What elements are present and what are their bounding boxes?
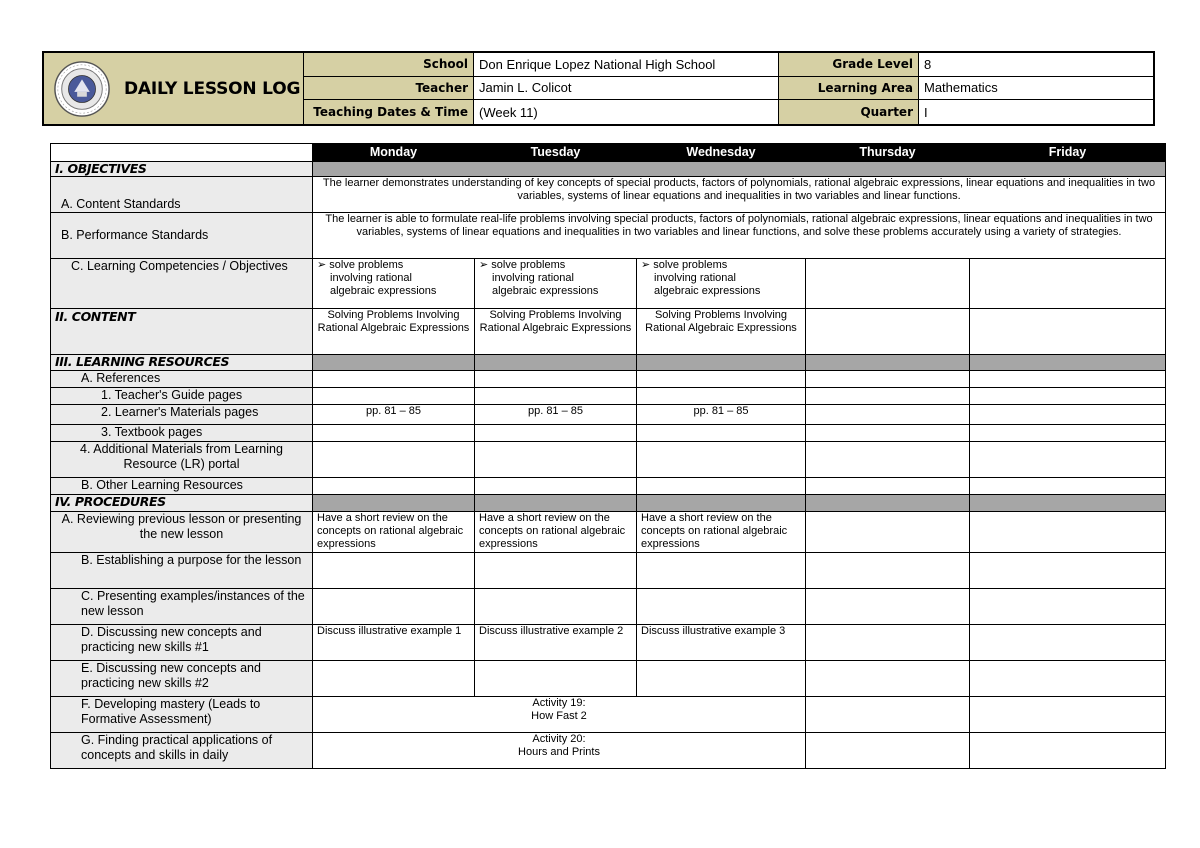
table-row-competencies xyxy=(51,259,1166,309)
empty-cell xyxy=(313,553,475,589)
competency-line: ➢ solve problems xyxy=(317,259,470,272)
lm-pages-monday: pp. 81 – 85 xyxy=(313,405,475,425)
empty-cell xyxy=(970,405,1166,425)
empty-cell xyxy=(313,442,475,478)
empty-cell xyxy=(475,388,637,405)
school-label: School xyxy=(304,53,474,77)
content-thursday xyxy=(806,309,970,355)
procedure-g-label: G. Finding practical applications of concepts and skills in daily xyxy=(51,733,313,769)
quarter-label: Quarter xyxy=(779,100,919,124)
section-title-procedures: IV. PROCEDURES xyxy=(51,495,313,512)
teaching-dates-label: Teaching Dates & Time xyxy=(304,100,474,124)
empty-cell xyxy=(475,371,637,388)
learning-area-value: Mathematics xyxy=(919,77,1153,101)
teaching-dates-value: (Week 11) xyxy=(474,100,779,124)
section-shade xyxy=(313,162,1166,177)
procedure-a-monday: Have a short review on the concepts on rational algebraic expressions xyxy=(313,512,475,553)
table-row-procedure-b xyxy=(51,553,1166,589)
lesson-log-header xyxy=(42,51,1155,126)
table-row-references xyxy=(51,371,1166,388)
empty-cell xyxy=(970,512,1166,553)
empty-cell xyxy=(970,442,1166,478)
deped-seal-icon xyxy=(53,60,111,118)
procedure-c-label: C. Presenting examples/instances of the new lesson xyxy=(51,589,313,625)
empty-cell xyxy=(970,697,1166,733)
empty-cell xyxy=(313,371,475,388)
competency-line: involving rational xyxy=(654,272,736,284)
empty-cell xyxy=(806,553,970,589)
empty-cell xyxy=(806,512,970,553)
header-title-area xyxy=(44,53,304,124)
section-shade xyxy=(970,495,1166,512)
table-row-learners-materials xyxy=(51,405,1166,425)
empty-cell xyxy=(313,478,475,495)
performance-standards-label: B. Performance Standards xyxy=(51,213,313,259)
grade-level-label: Grade Level xyxy=(779,53,919,77)
school-value: Don Enrique Lopez National High School xyxy=(474,53,779,77)
empty-cell xyxy=(806,589,970,625)
section-shade xyxy=(637,495,806,512)
empty-cell xyxy=(806,625,970,661)
empty-cell xyxy=(313,661,475,697)
empty-cell xyxy=(806,697,970,733)
section-shade xyxy=(475,355,637,371)
textbook-label: 3. Textbook pages xyxy=(51,425,313,442)
procedure-d-monday: Discuss illustrative example 1 xyxy=(313,625,475,661)
table-row-teachers-guide xyxy=(51,388,1166,405)
learners-materials-label: 2. Learner's Materials pages xyxy=(51,405,313,425)
empty-cell xyxy=(970,661,1166,697)
table-row-performance-standards xyxy=(51,213,1166,259)
competency-line: ➢ solve problems xyxy=(641,259,801,272)
empty-cell xyxy=(313,388,475,405)
section-shade xyxy=(313,495,475,512)
competency-monday xyxy=(313,259,475,309)
empty-cell xyxy=(637,442,806,478)
section-row-resources xyxy=(51,355,1166,371)
empty-cell xyxy=(970,553,1166,589)
competencies-label: C. Learning Competencies / Objectives xyxy=(51,259,313,309)
empty-cell xyxy=(637,371,806,388)
empty-cell xyxy=(475,425,637,442)
section-title-objectives: I. OBJECTIVES xyxy=(51,162,313,177)
competency-line: involving rational xyxy=(492,272,574,284)
teacher-value: Jamin L. Colicot xyxy=(474,77,779,101)
procedure-d-label: D. Discussing new concepts and practicing new skills #1 xyxy=(51,625,313,661)
empty-cell xyxy=(806,405,970,425)
empty-cell xyxy=(806,661,970,697)
empty-cell xyxy=(806,425,970,442)
table-row-procedure-g xyxy=(51,733,1166,769)
day-monday: Monday xyxy=(313,144,475,162)
day-friday: Friday xyxy=(970,144,1166,162)
other-resources-label: B. Other Learning Resources xyxy=(51,478,313,495)
table-row-procedure-e xyxy=(51,661,1166,697)
empty-cell xyxy=(806,371,970,388)
header-corner-cell xyxy=(51,144,313,162)
competency-line: algebraic expressions xyxy=(492,285,599,297)
section-title-content: II. CONTENT xyxy=(51,309,313,355)
empty-cell xyxy=(475,478,637,495)
teacher-label: Teacher xyxy=(304,77,474,101)
table-row-procedure-f xyxy=(51,697,1166,733)
content-standards-label: A. Content Standards xyxy=(51,177,313,213)
performance-standards-text: The learner is able to formulate real-life problems involving special products, factors of polynomials, rational algebraic expressions, linear equations and inequalities in two variables, systems of linear equations and inequalities in two variables and linear functions, and solve these problems accurately using a variety of strategies. xyxy=(313,213,1166,259)
references-label: A. References xyxy=(51,371,313,388)
content-tuesday: Solving Problems Involving Rational Algebraic Expressions xyxy=(475,309,637,355)
table-row-textbook xyxy=(51,425,1166,442)
lm-pages-wednesday: pp. 81 – 85 xyxy=(637,405,806,425)
additional-materials-label: 4. Additional Materials from Learning Resource (LR) portal xyxy=(51,442,313,478)
table-row-other-resources xyxy=(51,478,1166,495)
competency-line: algebraic expressions xyxy=(654,285,761,297)
competency-friday xyxy=(970,259,1166,309)
competency-line: involving rational xyxy=(330,272,412,284)
empty-cell xyxy=(637,661,806,697)
empty-cell xyxy=(637,478,806,495)
procedure-f-label: F. Developing mastery (Leads to Formative Assessment) xyxy=(51,697,313,733)
section-row-procedures xyxy=(51,495,1166,512)
empty-cell xyxy=(970,478,1166,495)
section-shade xyxy=(637,355,806,371)
empty-cell xyxy=(313,425,475,442)
activity-title: How Fast 2 xyxy=(531,710,587,722)
table-row-content-standards xyxy=(51,177,1166,213)
procedure-b-label: B. Establishing a purpose for the lesson xyxy=(51,553,313,589)
activity-number: Activity 19: xyxy=(532,697,586,709)
procedure-a-tuesday: Have a short review on the concepts on rational algebraic expressions xyxy=(475,512,637,553)
learning-area-label: Learning Area xyxy=(779,77,919,101)
empty-cell xyxy=(970,625,1166,661)
section-row-objectives xyxy=(51,162,1166,177)
empty-cell xyxy=(637,425,806,442)
procedure-g-activity xyxy=(313,733,806,769)
teachers-guide-label: 1. Teacher's Guide pages xyxy=(51,388,313,405)
page-title: DAILY LESSON LOG xyxy=(124,78,301,99)
content-friday xyxy=(970,309,1166,355)
empty-cell xyxy=(970,589,1166,625)
empty-cell xyxy=(806,478,970,495)
procedure-a-label: A. Reviewing previous lesson or presenting the new lesson xyxy=(51,512,313,553)
procedure-e-label: E. Discussing new concepts and practicing new skills #2 xyxy=(51,661,313,697)
empty-cell xyxy=(475,661,637,697)
competency-line: ➢ solve problems xyxy=(479,259,632,272)
day-header-row xyxy=(51,144,1166,162)
empty-cell xyxy=(475,553,637,589)
procedure-d-tuesday: Discuss illustrative example 2 xyxy=(475,625,637,661)
empty-cell xyxy=(970,733,1166,769)
empty-cell xyxy=(970,425,1166,442)
table-row-additional-materials xyxy=(51,442,1166,478)
empty-cell xyxy=(637,388,806,405)
empty-cell xyxy=(806,733,970,769)
procedure-d-wednesday: Discuss illustrative example 3 xyxy=(637,625,806,661)
day-thursday: Thursday xyxy=(806,144,970,162)
grade-level-value: 8 xyxy=(919,53,1153,77)
lm-pages-tuesday: pp. 81 – 85 xyxy=(475,405,637,425)
competency-line: algebraic expressions xyxy=(330,285,437,297)
section-shade xyxy=(313,355,475,371)
table-row-procedure-a xyxy=(51,512,1166,553)
empty-cell xyxy=(475,589,637,625)
lesson-log-table xyxy=(50,143,1166,769)
empty-cell xyxy=(637,589,806,625)
section-shade xyxy=(806,355,970,371)
competency-thursday xyxy=(806,259,970,309)
content-standards-text: The learner demonstrates understanding of key concepts of special products, factors of polynomials, rational algebraic expressions, linear equations and inequalities in two variables, systems of linear equations and inequalities in two variables and linear functions. xyxy=(313,177,1166,213)
empty-cell xyxy=(806,442,970,478)
empty-cell xyxy=(970,371,1166,388)
empty-cell xyxy=(313,589,475,625)
section-title-resources: III. LEARNING RESOURCES xyxy=(51,355,313,371)
content-wednesday: Solving Problems Involving Rational Algebraic Expressions xyxy=(637,309,806,355)
activity-title: Hours and Prints xyxy=(518,746,600,758)
section-shade xyxy=(475,495,637,512)
section-shade xyxy=(970,355,1166,371)
activity-number: Activity 20: xyxy=(532,733,586,745)
quarter-value: I xyxy=(924,104,928,120)
competency-wednesday xyxy=(637,259,806,309)
content-monday: Solving Problems Involving Rational Algebraic Expressions xyxy=(313,309,475,355)
empty-cell xyxy=(970,388,1166,405)
empty-cell xyxy=(637,553,806,589)
table-row-procedure-d xyxy=(51,625,1166,661)
day-tuesday: Tuesday xyxy=(475,144,637,162)
table-row-content xyxy=(51,309,1166,355)
table-row-procedure-c xyxy=(51,589,1166,625)
procedure-f-activity xyxy=(313,697,806,733)
empty-cell xyxy=(475,442,637,478)
header-info-grid xyxy=(304,53,1153,124)
section-shade xyxy=(806,495,970,512)
procedure-a-wednesday: Have a short review on the concepts on rational algebraic expressions xyxy=(637,512,806,553)
competency-tuesday xyxy=(475,259,637,309)
day-wednesday: Wednesday xyxy=(637,144,806,162)
empty-cell xyxy=(806,388,970,405)
